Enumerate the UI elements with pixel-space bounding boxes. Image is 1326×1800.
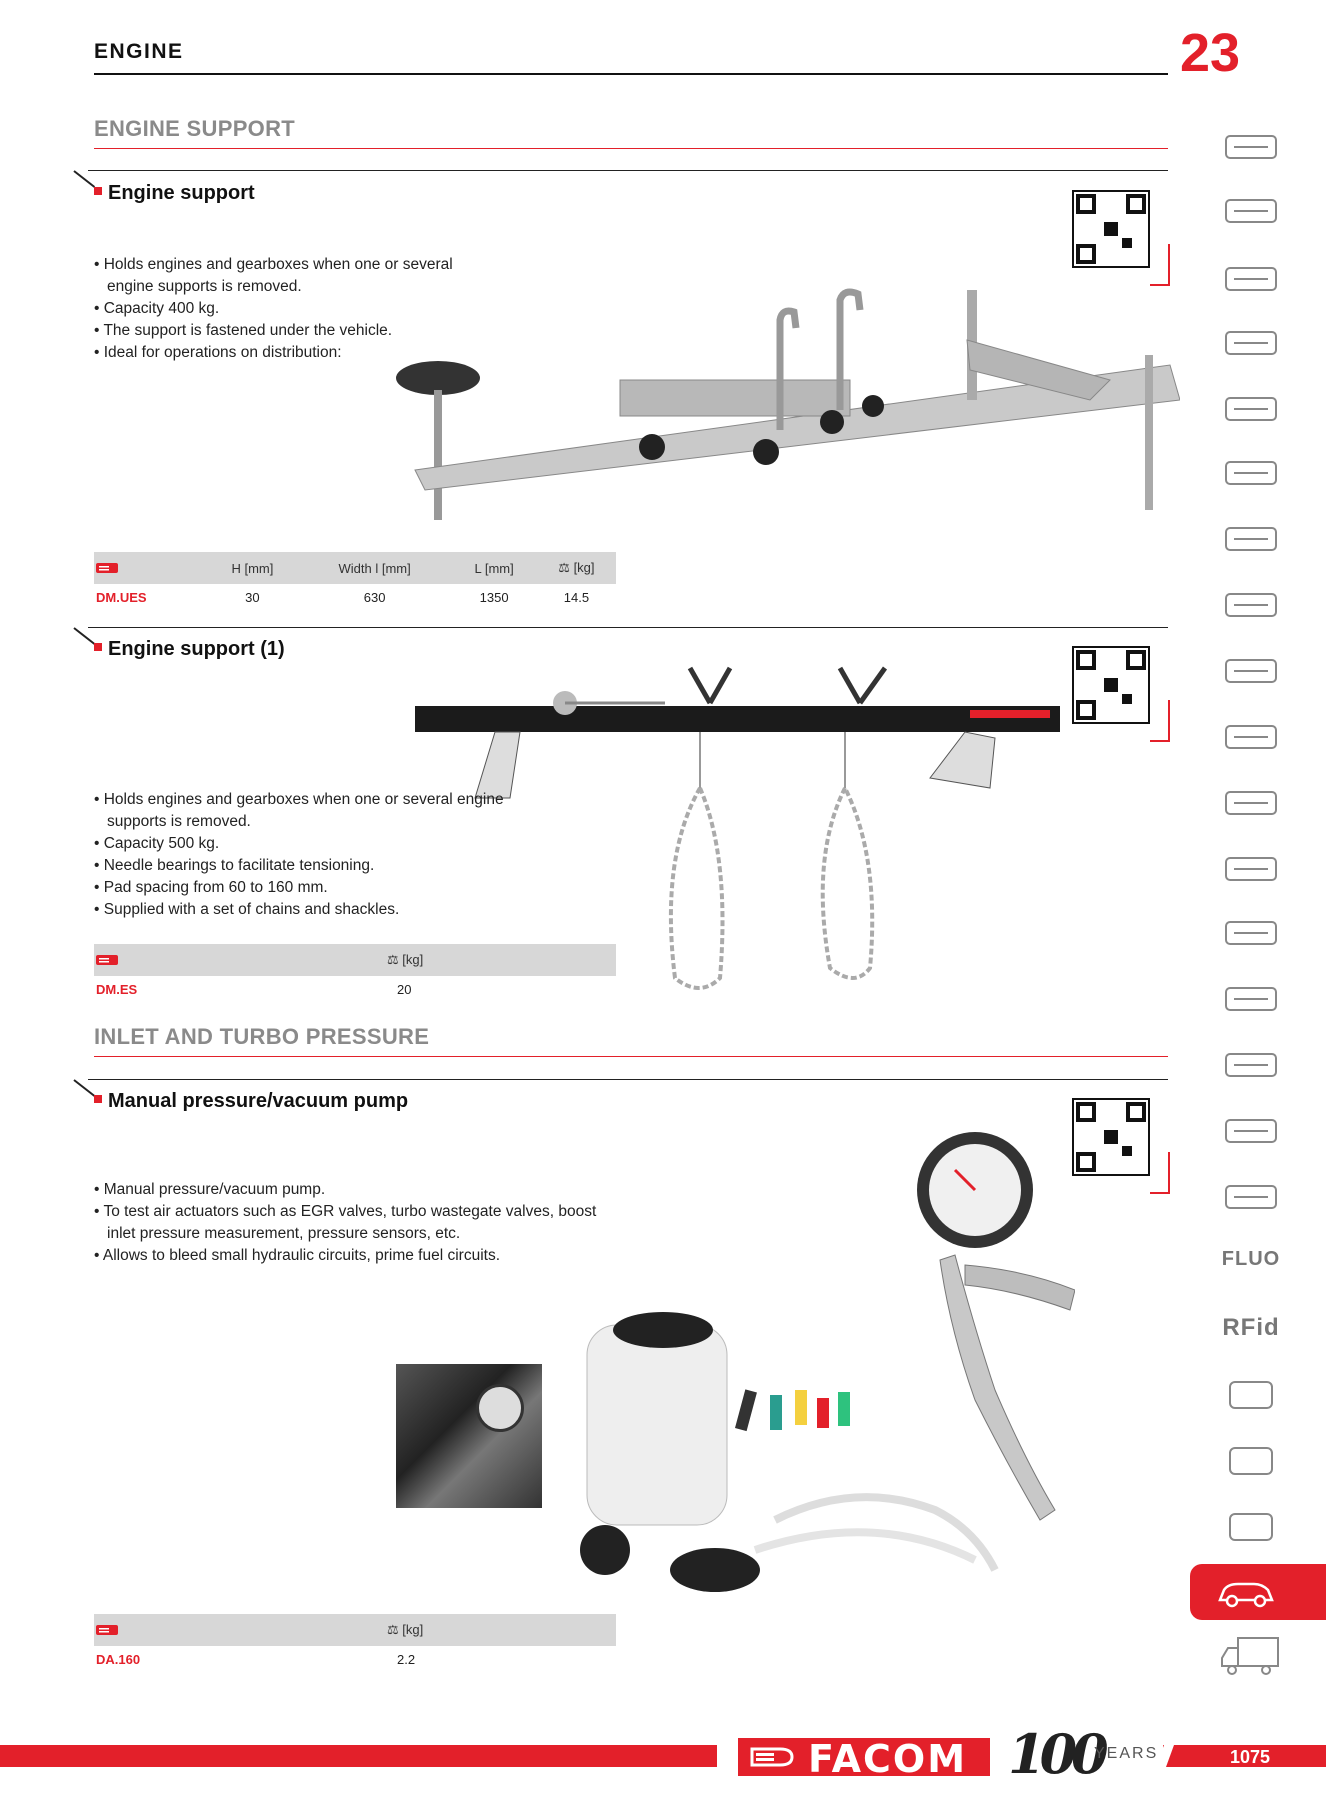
tape-measure-icon[interactable]	[1216, 650, 1286, 690]
anniversary-years: YEARS	[1094, 1745, 1159, 1762]
column-header: ⚖ [kg]	[537, 552, 616, 584]
facom-logo-icon	[94, 944, 297, 976]
section-rule	[94, 1056, 1168, 1057]
bullet-item: • Manual pressure/vacuum pump.	[94, 1179, 624, 1201]
measuring-icon[interactable]	[1216, 912, 1286, 952]
product-reference[interactable]: DA.160	[96, 1651, 141, 1667]
table-row	[94, 976, 616, 1002]
impact-wrench-icon[interactable]	[1216, 978, 1286, 1018]
bullet-item: • Pad spacing from 60 to 160 mm.	[94, 877, 504, 899]
table-cell: 20	[397, 981, 412, 997]
bullet-item: • Holds engines and gearboxes when one or several engine supports is removed.	[94, 789, 504, 833]
bullet-item: • Supplied with a set of chains and shackles.	[94, 899, 504, 921]
bullet-item: • To test air actuators such as EGR valves, turbo wastegate valves, boost inlet pressure measurement, pressure sensors, etc.	[94, 1201, 624, 1245]
facom-brand: FACOM	[808, 1737, 968, 1781]
anniversary-hundred: 100	[1008, 1722, 1103, 1786]
product-title: Engine support (1)	[94, 638, 285, 661]
qr-code[interactable]	[1072, 646, 1150, 724]
column-header: ⚖ [kg]	[297, 1614, 616, 1646]
footer-bar	[0, 1745, 717, 1767]
chapter-number: 23	[1180, 23, 1241, 83]
engine-bay-photo	[396, 1364, 542, 1508]
car-icon	[1216, 1576, 1276, 1608]
product-bullets	[94, 789, 504, 921]
bullet-item: • Capacity 400 kg.	[94, 298, 454, 320]
table-cell: 2.2	[397, 1651, 416, 1667]
weight-icon: ⚖	[387, 1622, 403, 1637]
weight-icon: ⚖	[558, 560, 574, 575]
table-row	[94, 584, 616, 610]
facom-mark-icon	[750, 1747, 794, 1767]
hacksaw-icon[interactable]	[1216, 782, 1286, 822]
product-rule	[88, 170, 1168, 171]
product-title: Engine support	[94, 182, 255, 205]
product-bullets	[94, 1179, 624, 1267]
hook-icon[interactable]	[1216, 1176, 1286, 1216]
bullet-item: • Capacity 500 kg.	[94, 833, 504, 855]
hammer-icon[interactable]	[1216, 716, 1286, 756]
chapter-title: ENGINE	[94, 40, 184, 63]
header-rule	[94, 73, 1168, 75]
bullet-item: • Needle bearings to facilitate tensioning.	[94, 855, 504, 877]
page-number: 1075	[1230, 1747, 1271, 1767]
tool-box-icon[interactable]	[1216, 258, 1286, 298]
facom-logo-icon	[94, 552, 207, 584]
table-cell: 630	[363, 589, 386, 605]
section-title: ENGINE SUPPORT	[94, 116, 296, 141]
weight-icon: ⚖	[387, 952, 403, 967]
spec-table	[94, 552, 616, 610]
column-header: ⚖ [kg]	[297, 944, 616, 976]
vice-icon[interactable]	[1216, 1044, 1286, 1084]
section-rule	[94, 148, 1168, 149]
sidebar-item-automotive[interactable]	[1190, 1564, 1326, 1620]
product-slash	[73, 170, 95, 188]
qr-frame	[1150, 700, 1170, 742]
column-header: Width l [mm]	[298, 552, 452, 584]
table-cell: 14.5	[563, 589, 590, 605]
table-cell: 30	[245, 589, 260, 605]
socket-icon[interactable]	[1216, 388, 1286, 428]
table-row	[94, 1646, 616, 1672]
spark-icon[interactable]	[1216, 1110, 1286, 1150]
aircraft-icon[interactable]	[1216, 1374, 1286, 1414]
qr-code[interactable]	[1072, 1098, 1150, 1176]
product-rule	[88, 1079, 1168, 1080]
qr-frame	[1150, 1152, 1170, 1194]
sidebar-rfid[interactable]: RFid	[1222, 1314, 1280, 1341]
column-header: L [mm]	[451, 552, 536, 584]
truck-icon[interactable]	[1216, 1634, 1286, 1674]
product-slash	[73, 627, 95, 645]
spec-table	[94, 944, 616, 1002]
spec-table	[94, 1614, 616, 1672]
table-cell: 1350	[479, 589, 509, 605]
column-header: H [mm]	[207, 552, 298, 584]
qr-code[interactable]	[1072, 190, 1150, 268]
pliers-icon[interactable]	[1216, 584, 1286, 624]
wrench-icon[interactable]	[1216, 322, 1286, 362]
product-title: Manual pressure/vacuum pump	[94, 1090, 408, 1113]
long-screwdriver-icon[interactable]	[1216, 518, 1286, 558]
sidebar-fluo[interactable]: FLUO	[1221, 1248, 1281, 1270]
bullet-item: • Allows to bleed small hydraulic circuits, prime fuel circuits.	[94, 1245, 624, 1267]
engine-support-image	[390, 270, 1180, 530]
puller-icon[interactable]	[1216, 848, 1286, 888]
product-rule	[88, 627, 1168, 628]
electrical-icon[interactable]	[1216, 1440, 1286, 1480]
screwdriver-icon[interactable]	[1216, 452, 1286, 492]
product-reference[interactable]: DM.ES	[96, 981, 138, 997]
connector-icon[interactable]	[1216, 1506, 1286, 1546]
tool-storage-icon[interactable]	[1216, 126, 1286, 166]
product-reference[interactable]: DM.UES	[96, 589, 147, 605]
roller-cabinet-icon[interactable]	[1216, 190, 1286, 230]
vacuum-pump-kit-image	[555, 1130, 1075, 1640]
bullet-item: • Holds engines and gearboxes when one or several engine supports is removed.	[94, 254, 454, 298]
bullet-item: • The support is fastened under the vehicle.	[94, 320, 454, 342]
bullet-item: • Ideal for operations on distribution:	[94, 342, 454, 364]
product-slash	[73, 1079, 95, 1097]
section-title: INLET AND TURBO PRESSURE	[94, 1024, 430, 1049]
facom-logo-icon	[94, 1614, 297, 1646]
